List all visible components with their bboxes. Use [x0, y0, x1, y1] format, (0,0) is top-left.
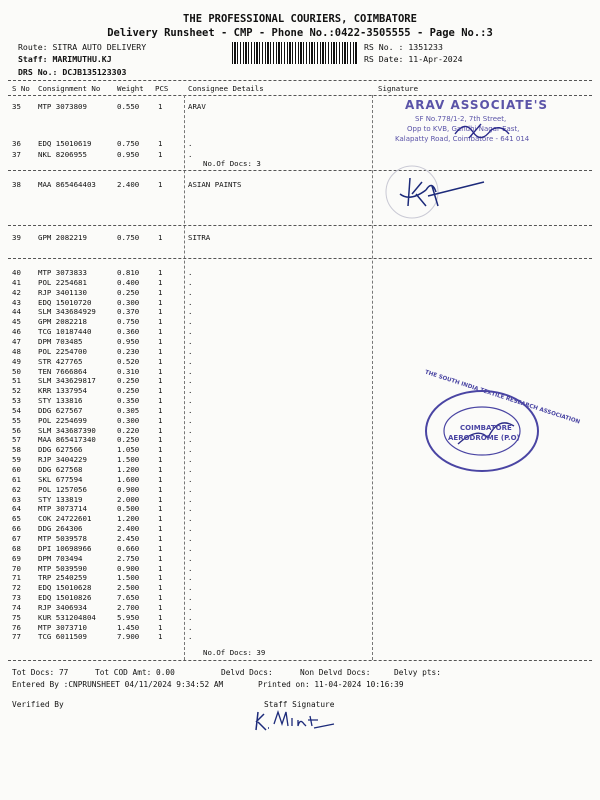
- row-sno: 36: [12, 139, 21, 148]
- col-header-pcs: PCS: [155, 84, 169, 93]
- sitra-center-line2: AERODROME (P.O): [448, 434, 520, 442]
- row-consignee: .: [188, 612, 193, 622]
- row-weight: 2.000: [117, 494, 140, 504]
- row-consignee: .: [188, 435, 193, 445]
- row-pcs: 1: [158, 563, 163, 573]
- row-sno: 75: [12, 612, 21, 622]
- row-weight: 0.750: [117, 317, 140, 327]
- row-consignee: .: [188, 346, 193, 356]
- table-row: [0, 337, 600, 347]
- table-row: [0, 564, 600, 574]
- row-sno: 56: [12, 425, 21, 435]
- row-weight: 0.305: [117, 405, 140, 415]
- row-pcs: 1: [158, 445, 163, 455]
- sitra-round-stamp: [418, 369, 581, 476]
- delvd-docs: Delvd Docs:: [221, 668, 273, 677]
- row-consignee: .: [188, 543, 193, 553]
- row-sno: 61: [12, 474, 21, 484]
- row-weight: 0.310: [117, 366, 140, 376]
- table-row: [0, 233, 600, 243]
- row-consignee: .: [188, 268, 193, 277]
- row-consignee: .: [188, 307, 193, 317]
- row-pcs: 1: [158, 376, 163, 386]
- row-consignment-no: TCG 6011509: [38, 632, 87, 642]
- table-row: [0, 367, 600, 377]
- row-consignee: ARAV: [188, 102, 206, 111]
- row-sno: 43: [12, 297, 21, 307]
- row-consignee: .: [188, 573, 193, 583]
- row-consignee: .: [188, 504, 193, 514]
- row-weight: 0.220: [117, 425, 140, 435]
- group-divider-2: [8, 225, 592, 226]
- row-pcs: 1: [158, 465, 163, 474]
- table-row: [0, 288, 600, 298]
- row-weight: 7.650: [117, 593, 140, 603]
- row-sno: 74: [12, 602, 21, 612]
- row-consignment-no: POL 1257056: [38, 484, 87, 494]
- row-consignment-no: DDG 627566: [38, 445, 83, 455]
- row-weight: 2.400: [117, 524, 140, 534]
- row-weight: 0.550: [117, 102, 140, 111]
- row-weight: 0.950: [117, 150, 140, 159]
- row-pcs: 1: [158, 425, 163, 435]
- row-consignment-no: DPI 10698966: [38, 543, 92, 553]
- row-pcs: 1: [158, 553, 163, 563]
- row-consignee: .: [188, 484, 193, 494]
- row-pcs: 1: [158, 233, 163, 242]
- row-consignment-no: POL 2254681: [38, 277, 87, 287]
- row-consignee: .: [188, 287, 193, 297]
- table-row: [0, 278, 600, 288]
- row-consignment-no: TEN 7666864: [38, 366, 87, 376]
- row-sno: 48: [12, 346, 21, 356]
- table-row: [0, 524, 600, 534]
- row-consignment-no: SKL 677594: [38, 474, 83, 484]
- row-consignee: .: [188, 622, 193, 632]
- row-weight: 2.500: [117, 583, 140, 593]
- row-sno: 44: [12, 307, 21, 317]
- row-consignment-no: DDG 627568: [38, 465, 83, 474]
- row-consignment-no: MTP 3073833: [38, 268, 87, 277]
- table-row: [0, 298, 600, 308]
- row-pcs: 1: [158, 593, 163, 603]
- col-header-consignee: Consignee Details: [188, 84, 264, 93]
- entered-by: Entered By :CNPRUNSHEET 04/11/2024 9:34:52 AM: [12, 680, 224, 689]
- arav-associates-stamp: [385, 98, 553, 154]
- row-pcs: 1: [158, 632, 163, 642]
- sitra-center-line1: COIMBATORE: [460, 424, 512, 432]
- row-pcs: 1: [158, 150, 163, 159]
- row-consignee: .: [188, 317, 193, 327]
- row-consignee: SITRA: [188, 233, 211, 242]
- row-pcs: 1: [158, 612, 163, 622]
- table-row: [0, 534, 600, 544]
- row-weight: 1.050: [117, 445, 140, 455]
- no-of-docs-group1: No.Of Docs: 3: [203, 159, 261, 168]
- row-sno: 76: [12, 622, 21, 632]
- row-pcs: 1: [158, 405, 163, 415]
- col-header-consignment: Consignment No: [38, 84, 101, 93]
- row-consignment-no: DPM 703494: [38, 553, 83, 563]
- rs-number: RS No. : 1351233: [364, 42, 443, 52]
- row-consignment-no: MTP 3073809: [38, 102, 87, 111]
- header-rule-bottom: [8, 95, 592, 96]
- table-row: [0, 554, 600, 564]
- table-row: [0, 603, 600, 613]
- row-consignee: .: [188, 445, 193, 455]
- staff-label: Staff: MARIMUTHU.KJ: [18, 54, 112, 64]
- table-row: [0, 514, 600, 524]
- row-consignee: .: [188, 150, 193, 159]
- row-sno: 59: [12, 455, 21, 465]
- tot-cod-amt: Tot COD Amt: 0.00: [95, 668, 175, 677]
- group-divider-3: [8, 258, 592, 259]
- row-weight: 2.750: [117, 553, 140, 563]
- table-row: [0, 317, 600, 327]
- row-consignment-no: GPM 2082219: [38, 233, 87, 242]
- row-sno: 68: [12, 543, 21, 553]
- row-consignee: .: [188, 386, 193, 396]
- row-consignment-no: EDQ 15010720: [38, 297, 92, 307]
- row-weight: 0.750: [117, 233, 140, 242]
- row-sno: 73: [12, 593, 21, 603]
- row-consignment-no: EDQ 15010628: [38, 583, 92, 593]
- arav-stamp-line3: Opp to KVB, Gandhi Nagar East,: [407, 125, 520, 133]
- row-consignment-no: SLM 343687390: [38, 425, 96, 435]
- row-weight: 0.660: [117, 543, 140, 553]
- non-delvd-docs: Non Delvd Docs:: [300, 668, 371, 677]
- row-pcs: 1: [158, 504, 163, 514]
- row-sno: 53: [12, 396, 21, 406]
- row-weight: 0.500: [117, 504, 140, 514]
- row-consignee: .: [188, 632, 193, 642]
- row-consignee: .: [188, 297, 193, 307]
- row-sno: 47: [12, 336, 21, 346]
- asian-paints-signature: [382, 160, 492, 222]
- table-row: [0, 623, 600, 633]
- table-row: [0, 485, 600, 495]
- row-weight: 0.250: [117, 435, 140, 445]
- row-pcs: 1: [158, 268, 163, 277]
- runsheet-subtitle: Delivery Runsheet - CMP - Phone No.:0422-3505555 - Page No.:3: [107, 27, 493, 39]
- drs-number: DRS No.: DCJB135123303: [18, 67, 127, 77]
- row-consignee: .: [188, 602, 193, 612]
- table-row: [0, 475, 600, 485]
- row-weight: 1.200: [117, 465, 140, 474]
- row-consignee: .: [188, 533, 193, 543]
- row-sno: 64: [12, 504, 21, 514]
- row-sno: 69: [12, 553, 21, 563]
- row-sno: 57: [12, 435, 21, 445]
- row-weight: 0.900: [117, 484, 140, 494]
- row-consignee: .: [188, 494, 193, 504]
- table-row: [0, 593, 600, 603]
- row-consignee: .: [188, 465, 193, 474]
- row-sno: 62: [12, 484, 21, 494]
- row-consignee: .: [188, 455, 193, 465]
- row-sno: 72: [12, 583, 21, 593]
- row-consignment-no: MTP 3073710: [38, 622, 87, 632]
- row-consignment-no: TRP 2540259: [38, 573, 87, 583]
- row-pcs: 1: [158, 366, 163, 376]
- row-pcs: 1: [158, 356, 163, 366]
- row-pcs: 1: [158, 102, 163, 111]
- row-pcs: 1: [158, 524, 163, 534]
- row-consignment-no: EDQ 15010619: [38, 139, 92, 148]
- row-pcs: 1: [158, 317, 163, 327]
- row-consignee: .: [188, 425, 193, 435]
- row-weight: 0.250: [117, 386, 140, 396]
- table-row: [0, 357, 600, 367]
- row-sno: 58: [12, 445, 21, 455]
- row-consignment-no: DDG 264306: [38, 524, 83, 534]
- row-consignment-no: COK 24722601: [38, 514, 92, 524]
- row-sno: 71: [12, 573, 21, 583]
- row-pcs: 1: [158, 602, 163, 612]
- row-consignment-no: MTP 5039590: [38, 563, 87, 573]
- table-row: [0, 544, 600, 554]
- row-consignment-no: STR 427765: [38, 356, 83, 366]
- row-consignee: .: [188, 356, 193, 366]
- row-consignee: .: [188, 593, 193, 603]
- table-row: [0, 495, 600, 505]
- row-consignment-no: SLM 343684929: [38, 307, 96, 317]
- row-weight: 0.300: [117, 415, 140, 425]
- table-row: [0, 307, 600, 317]
- row-pcs: 1: [158, 327, 163, 337]
- row-sno: 70: [12, 563, 21, 573]
- row-sno: 35: [12, 102, 21, 111]
- row-weight: 1.500: [117, 573, 140, 583]
- row-weight: 0.360: [117, 327, 140, 337]
- row-weight: 5.950: [117, 612, 140, 622]
- row-weight: 0.230: [117, 346, 140, 356]
- row-weight: 0.750: [117, 139, 140, 148]
- row-weight: 0.520: [117, 356, 140, 366]
- row-sno: 38: [12, 180, 21, 189]
- row-consignee: .: [188, 474, 193, 484]
- row-consignment-no: POL 2254700: [38, 346, 87, 356]
- row-weight: 2.400: [117, 180, 140, 189]
- table-row: [0, 504, 600, 514]
- row-sno: 60: [12, 465, 21, 474]
- row-consignee: .: [188, 327, 193, 337]
- row-sno: 40: [12, 268, 21, 277]
- row-consignment-no: EDQ 15010826: [38, 593, 92, 603]
- row-consignment-no: NKL 8206955: [38, 150, 87, 159]
- row-weight: 0.350: [117, 396, 140, 406]
- row-weight: 0.950: [117, 336, 140, 346]
- row-consignment-no: RJP 3406934: [38, 602, 87, 612]
- row-sno: 65: [12, 514, 21, 524]
- row-consignment-no: POL 2254699: [38, 415, 87, 425]
- sitra-ring-text: THE SOUTH INDIA TEXTILE RESEARCH ASSOCIATION: [424, 369, 581, 426]
- row-consignment-no: TCG 10187440: [38, 327, 92, 337]
- table-row: [0, 180, 600, 190]
- row-weight: 0.370: [117, 307, 140, 317]
- row-consignee: .: [188, 563, 193, 573]
- col-header-sno: S No: [12, 84, 30, 93]
- table-bottom-rule: [8, 660, 592, 661]
- row-sno: 63: [12, 494, 21, 504]
- row-pcs: 1: [158, 297, 163, 307]
- row-consignee: .: [188, 524, 193, 534]
- row-sno: 77: [12, 632, 21, 642]
- staff-signature-scribble: [250, 706, 340, 734]
- row-pcs: 1: [158, 573, 163, 583]
- row-consignee: .: [188, 396, 193, 406]
- row-pcs: 1: [158, 533, 163, 543]
- row-pcs: 1: [158, 415, 163, 425]
- row-weight: 0.250: [117, 376, 140, 386]
- route-label: Route: SITRA AUTO DELIVERY: [18, 42, 147, 52]
- row-sno: 67: [12, 533, 21, 543]
- table-row: [0, 376, 600, 386]
- row-consignment-no: MTP 5039578: [38, 533, 87, 543]
- row-pcs: 1: [158, 484, 163, 494]
- row-weight: 0.900: [117, 563, 140, 573]
- arav-stamp-line4: Kalapatty Road, Coimbatore - 641 014: [395, 135, 530, 143]
- row-consignment-no: MTP 3073714: [38, 504, 87, 514]
- row-sno: 37: [12, 150, 21, 159]
- row-consignee: .: [188, 415, 193, 425]
- col-header-signature: Signature: [378, 84, 419, 93]
- row-consignment-no: GPM 2082218: [38, 317, 87, 327]
- row-pcs: 1: [158, 287, 163, 297]
- table-row: [0, 632, 600, 642]
- tot-docs: Tot Docs: 77: [12, 668, 69, 677]
- row-weight: 7.900: [117, 632, 140, 642]
- row-pcs: 1: [158, 435, 163, 445]
- arav-stamp-line2: SF No.778/1-2, 7th Street,: [415, 115, 507, 123]
- row-pcs: 1: [158, 396, 163, 406]
- row-pcs: 1: [158, 307, 163, 317]
- row-pcs: 1: [158, 336, 163, 346]
- verified-by-label: Verified By: [12, 700, 64, 709]
- row-sno: 49: [12, 356, 21, 366]
- row-sno: 41: [12, 277, 21, 287]
- printed-on: Printed on: 11-04-2024 10:16:39: [258, 680, 404, 689]
- row-consignee: .: [188, 336, 193, 346]
- row-consignee: .: [188, 553, 193, 563]
- barcode: [232, 42, 358, 64]
- row-consignment-no: DPM 703485: [38, 336, 83, 346]
- row-pcs: 1: [158, 386, 163, 396]
- row-weight: 0.810: [117, 268, 140, 277]
- table-row: [0, 583, 600, 593]
- table-row: [0, 327, 600, 337]
- arav-stamp-line1: ARAV ASSOCIATE'S: [405, 98, 549, 112]
- row-pcs: 1: [158, 455, 163, 465]
- row-consignment-no: SLM 343629817: [38, 376, 96, 386]
- company-title: THE PROFESSIONAL COURIERS, COIMBATORE: [183, 13, 417, 25]
- row-consignee: .: [188, 139, 193, 148]
- table-row: [0, 347, 600, 357]
- row-pcs: 1: [158, 180, 163, 189]
- row-consignee: .: [188, 514, 193, 524]
- row-weight: 2.700: [117, 602, 140, 612]
- row-sno: 51: [12, 376, 21, 386]
- row-consignee: ASIAN PAINTS: [188, 180, 242, 189]
- row-pcs: 1: [158, 474, 163, 484]
- header-rule-top: [8, 80, 592, 81]
- no-of-docs-group2: No.Of Docs: 39: [203, 648, 266, 657]
- row-sno: 50: [12, 366, 21, 376]
- row-consignment-no: RJP 3401130: [38, 287, 87, 297]
- row-consignee: .: [188, 366, 193, 376]
- staff-signature-label: Staff Signature: [264, 700, 335, 709]
- row-sno: 45: [12, 317, 21, 327]
- row-sno: 52: [12, 386, 21, 396]
- delvy-pts: Delvy pts:: [394, 668, 441, 677]
- group-divider-1: [8, 170, 592, 171]
- row-weight: 0.300: [117, 297, 140, 307]
- row-weight: 1.500: [117, 455, 140, 465]
- row-weight: 1.450: [117, 622, 140, 632]
- row-weight: 0.400: [117, 277, 140, 287]
- row-consignment-no: MAA 865464403: [38, 180, 96, 189]
- row-sno: 39: [12, 233, 21, 242]
- row-pcs: 1: [158, 583, 163, 593]
- table-row: [0, 613, 600, 623]
- row-pcs: 1: [158, 494, 163, 504]
- row-consignment-no: DDG 627567: [38, 405, 83, 415]
- arav-signature-scribble: [451, 118, 521, 146]
- row-sno: 66: [12, 524, 21, 534]
- row-pcs: 1: [158, 543, 163, 553]
- rs-date: RS Date: 11-Apr-2024: [364, 54, 463, 64]
- row-consignee: .: [188, 376, 193, 386]
- table-row: [0, 573, 600, 583]
- row-sno: 54: [12, 405, 21, 415]
- row-weight: 1.600: [117, 474, 140, 484]
- row-consignment-no: MAA 865417340: [38, 435, 96, 445]
- row-pcs: 1: [158, 277, 163, 287]
- row-weight: 0.250: [117, 287, 140, 297]
- row-pcs: 1: [158, 622, 163, 632]
- row-consignment-no: RJP 3404229: [38, 455, 87, 465]
- row-weight: 2.450: [117, 533, 140, 543]
- table-row: [0, 268, 600, 278]
- row-consignment-no: KRR 1337954: [38, 386, 87, 396]
- row-consignment-no: STY 133816: [38, 396, 83, 406]
- row-pcs: 1: [158, 514, 163, 524]
- row-consignee: .: [188, 277, 193, 287]
- row-pcs: 1: [158, 346, 163, 356]
- row-consignee: .: [188, 405, 193, 415]
- row-weight: 1.200: [117, 514, 140, 524]
- row-pcs: 1: [158, 139, 163, 148]
- row-consignment-no: STY 133819: [38, 494, 83, 504]
- row-consignee: .: [188, 583, 193, 593]
- row-sno: 55: [12, 415, 21, 425]
- row-consignment-no: KUR 531204804: [38, 612, 96, 622]
- row-sno: 46: [12, 327, 21, 337]
- row-sno: 42: [12, 287, 21, 297]
- col-header-weight: Weight: [117, 84, 144, 93]
